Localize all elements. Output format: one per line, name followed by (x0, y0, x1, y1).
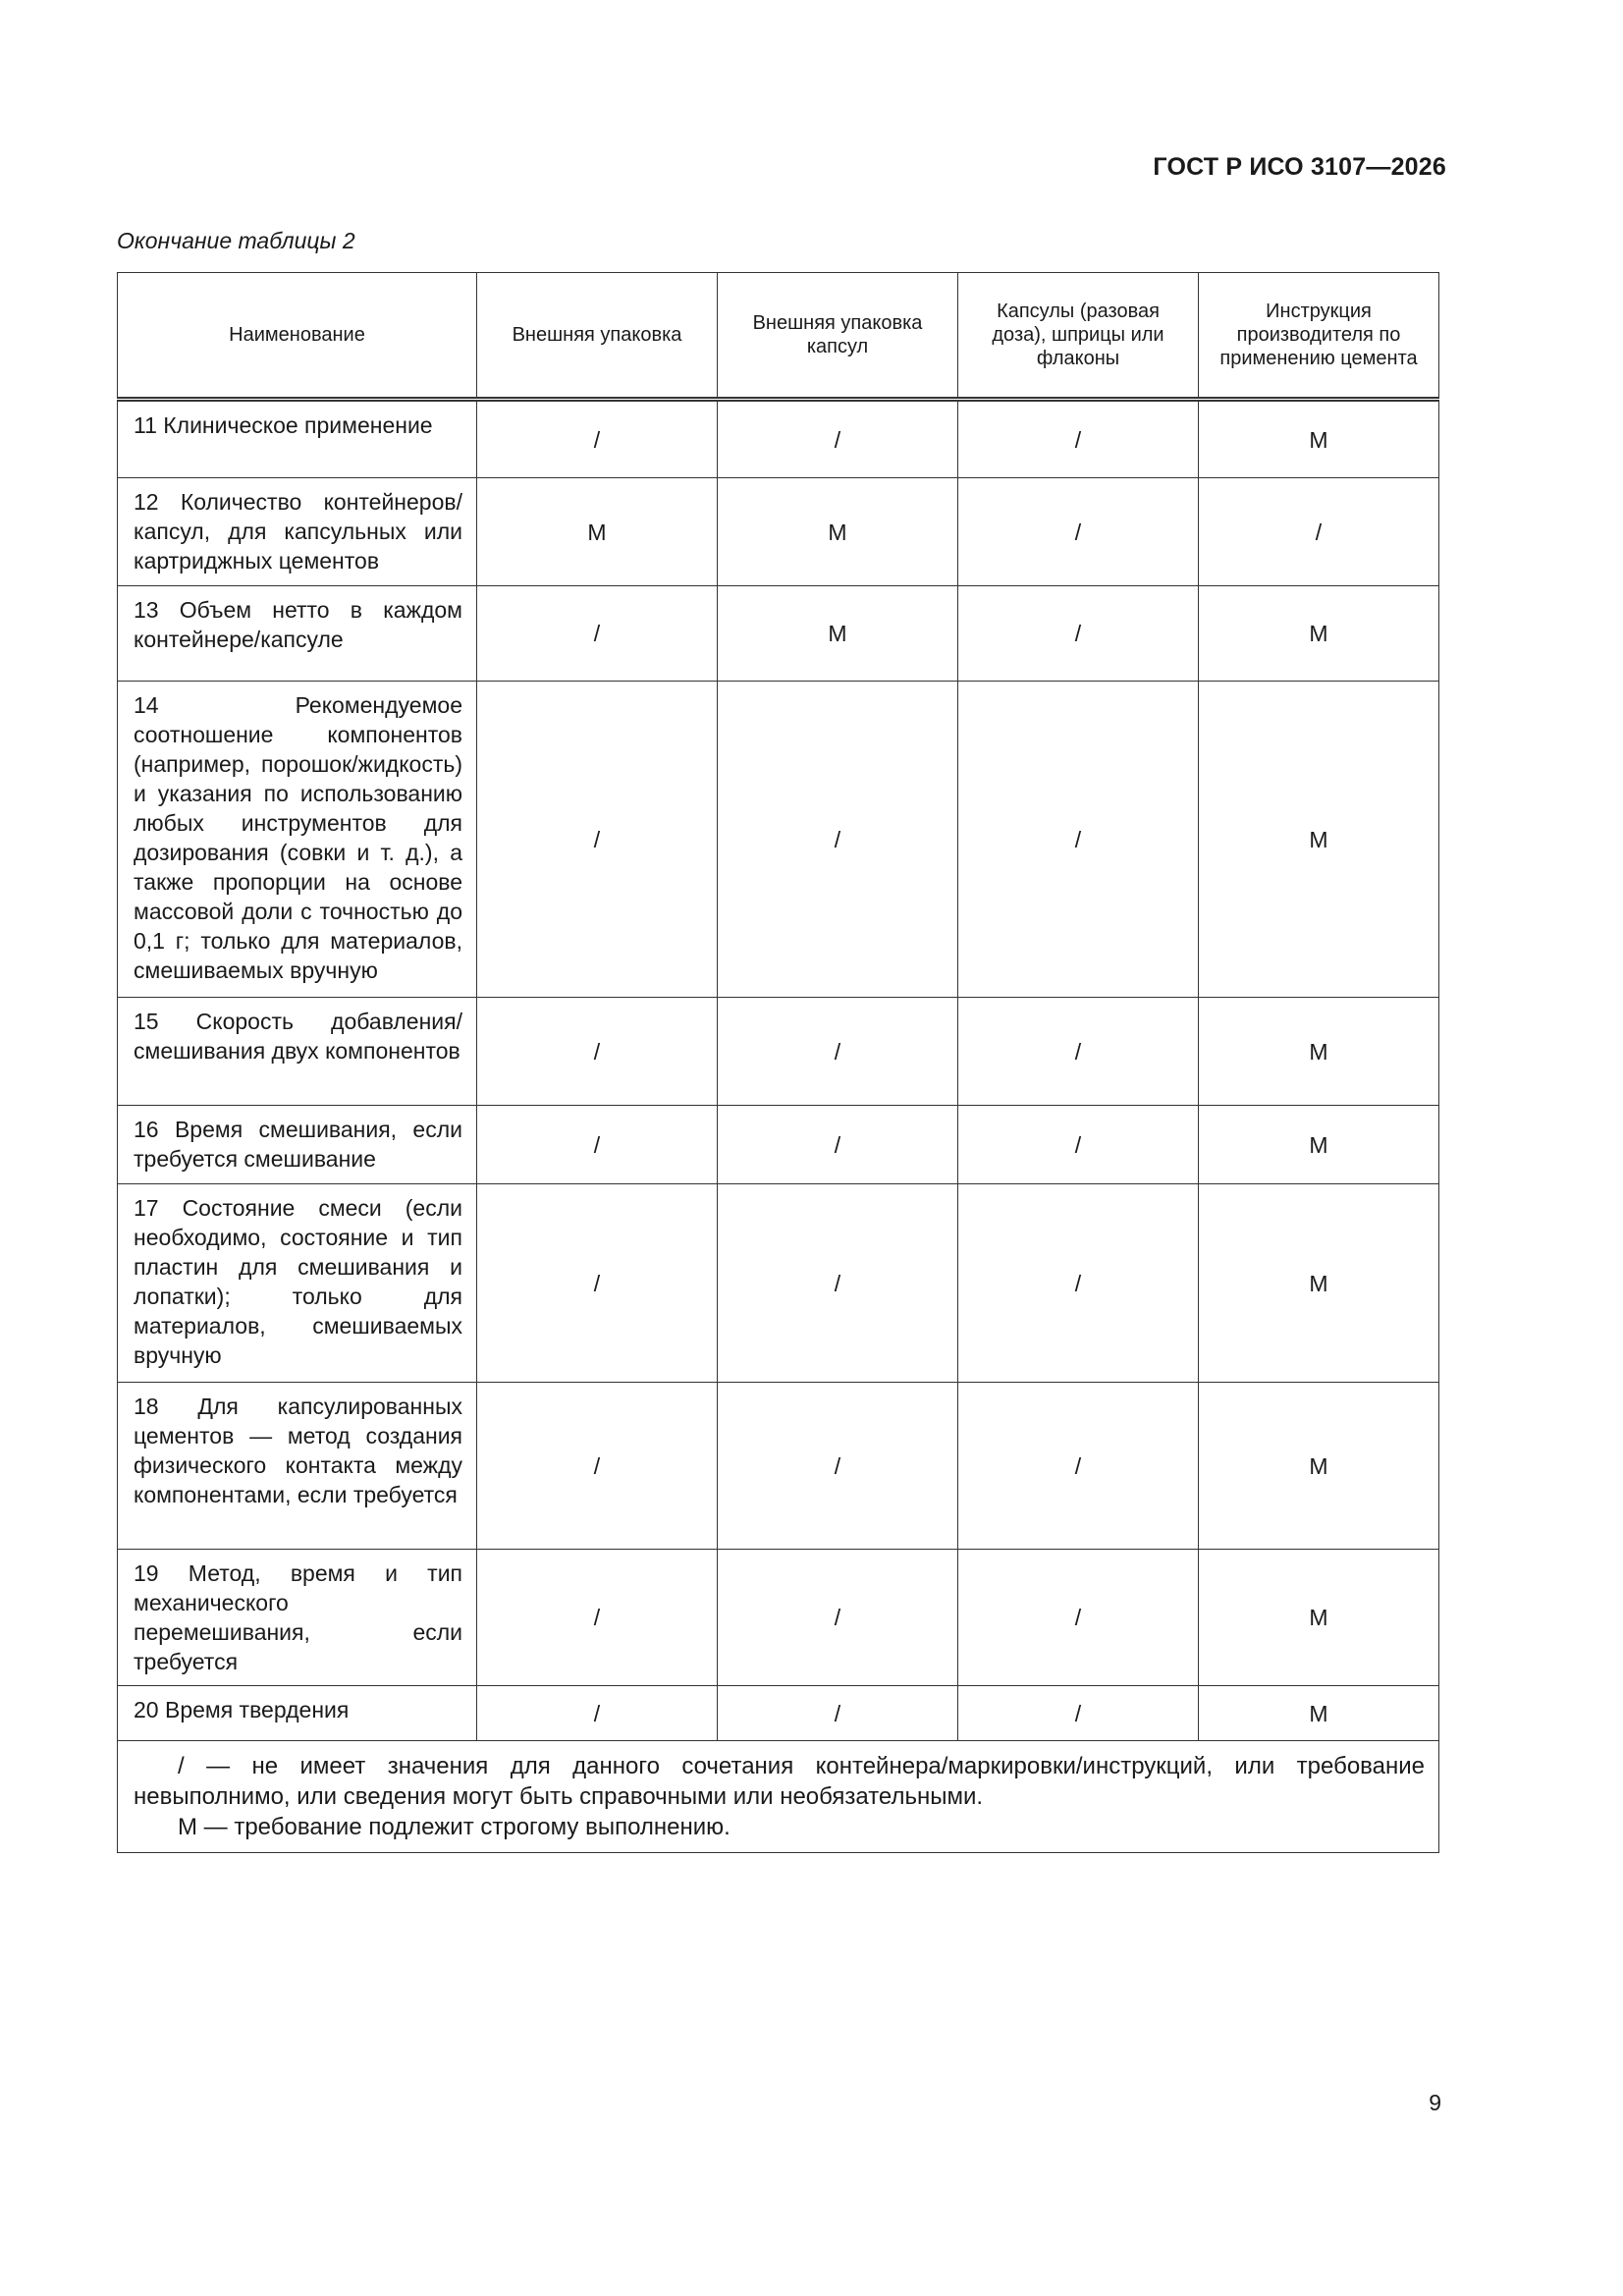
row-name: 19 Метод, время и тип механического перемешивания, если требуется (118, 1550, 477, 1686)
standard-code: ГОСТ Р ИСО 3107—2026 (1153, 153, 1446, 181)
cell-value: / (718, 400, 958, 478)
row-name: 17 Состояние смеси (если необходимо, состояние и тип пластин для смешивания и лопатки); только для материалов, смешиваемых вручную (118, 1184, 477, 1383)
table-caption: Окончание таблицы 2 (117, 228, 355, 253)
cell-value: M (1199, 1383, 1439, 1550)
cell-value: / (718, 1550, 958, 1686)
row-name: 16 Время смешивания, если требуется смешивание (118, 1106, 477, 1184)
cell-value: / (477, 400, 718, 478)
cell-value: M (1199, 586, 1439, 682)
cell-value: / (477, 1550, 718, 1686)
table-row (118, 682, 1439, 998)
cell-value: / (958, 586, 1199, 682)
cell-value: / (718, 1184, 958, 1383)
cell-value: M (477, 478, 718, 586)
cell-value: / (718, 1383, 958, 1550)
cell-value: / (477, 1383, 718, 1550)
note-slash: / — не имеет значения для данного сочетания контейнера/маркировки/инструкций, или требование невыполнимо, или сведения могут быть справочными или необязательными. (134, 1753, 1425, 1810)
cell-value: / (477, 1106, 718, 1184)
cell-value: M (718, 478, 958, 586)
row-name: 18 Для капсулированных цементов — метод создания физического контакта между компонентами, если требуется (118, 1383, 477, 1550)
cell-value: / (477, 1184, 718, 1383)
page-number: 9 (1429, 2090, 1441, 2115)
cell-value: / (477, 682, 718, 998)
row-name: 15 Скорость добавления/смешивания двух компонентов (118, 998, 477, 1106)
cell-value: / (958, 682, 1199, 998)
table-notes (118, 1741, 1439, 1853)
cell-value: M (1199, 1550, 1439, 1686)
table-row (118, 1550, 1439, 1686)
cell-value: / (718, 1106, 958, 1184)
row-name: 13 Объем нетто в каждом контейнере/капсуле (118, 586, 477, 682)
table-row (118, 400, 1439, 478)
cell-value: / (477, 998, 718, 1106)
cell-value: / (1199, 478, 1439, 586)
table-row (118, 478, 1439, 586)
table-row (118, 998, 1439, 1106)
cell-value: / (958, 1184, 1199, 1383)
col-header-instructions: Инструкция производителя по применению цемента (1199, 273, 1439, 400)
cell-value: / (477, 586, 718, 682)
cell-value: / (477, 1686, 718, 1741)
cell-value: / (958, 400, 1199, 478)
col-header-name: Наименование (118, 273, 477, 400)
cell-value: / (958, 1550, 1199, 1686)
cell-value: M (1199, 1686, 1439, 1741)
cell-value: M (1199, 1106, 1439, 1184)
table-row (118, 1184, 1439, 1383)
cell-value: / (958, 478, 1199, 586)
cell-value: / (958, 1686, 1199, 1741)
table-header-row (118, 273, 1439, 400)
row-name: 20 Время твердения (118, 1686, 477, 1741)
cell-value: / (718, 1686, 958, 1741)
row-name: 12 Количество контейнеров/капсул, для капсульных или картриджных цементов (118, 478, 477, 586)
cell-value: / (958, 998, 1199, 1106)
table-row (118, 1383, 1439, 1550)
col-header-outer-pack: Внешняя упаковка (477, 273, 718, 400)
cell-value: M (1199, 682, 1439, 998)
cell-value: M (718, 586, 958, 682)
col-header-capsules: Капсулы (разовая доза), шприцы или флаконы (958, 273, 1199, 400)
table-row (118, 1686, 1439, 1741)
col-header-outer-pack-capsules: Внешняя упаковка капсул (718, 273, 958, 400)
cell-value: / (958, 1383, 1199, 1550)
row-name: 14 Рекомендуемое соотношение компонентов (например, порошок/жидкость) и указания по использованию любых инструментов для дозирования (совки и т. д.), а также пропорции на основе массовой доли с точностью до 0,1 г; только для материалов, смешиваемых вручную (118, 682, 477, 998)
note-m: M — требование подлежит строгому выполнению. (178, 1814, 730, 1840)
table-row (118, 586, 1439, 682)
cell-value: M (1199, 998, 1439, 1106)
cell-value: / (958, 1106, 1199, 1184)
requirements-table (117, 272, 1439, 1853)
row-name: 11 Клиническое применение (118, 400, 477, 478)
cell-value: / (718, 998, 958, 1106)
cell-value: M (1199, 1184, 1439, 1383)
table-notes-row (118, 1741, 1439, 1853)
cell-value: M (1199, 400, 1439, 478)
table-row (118, 1106, 1439, 1184)
cell-value: / (718, 682, 958, 998)
